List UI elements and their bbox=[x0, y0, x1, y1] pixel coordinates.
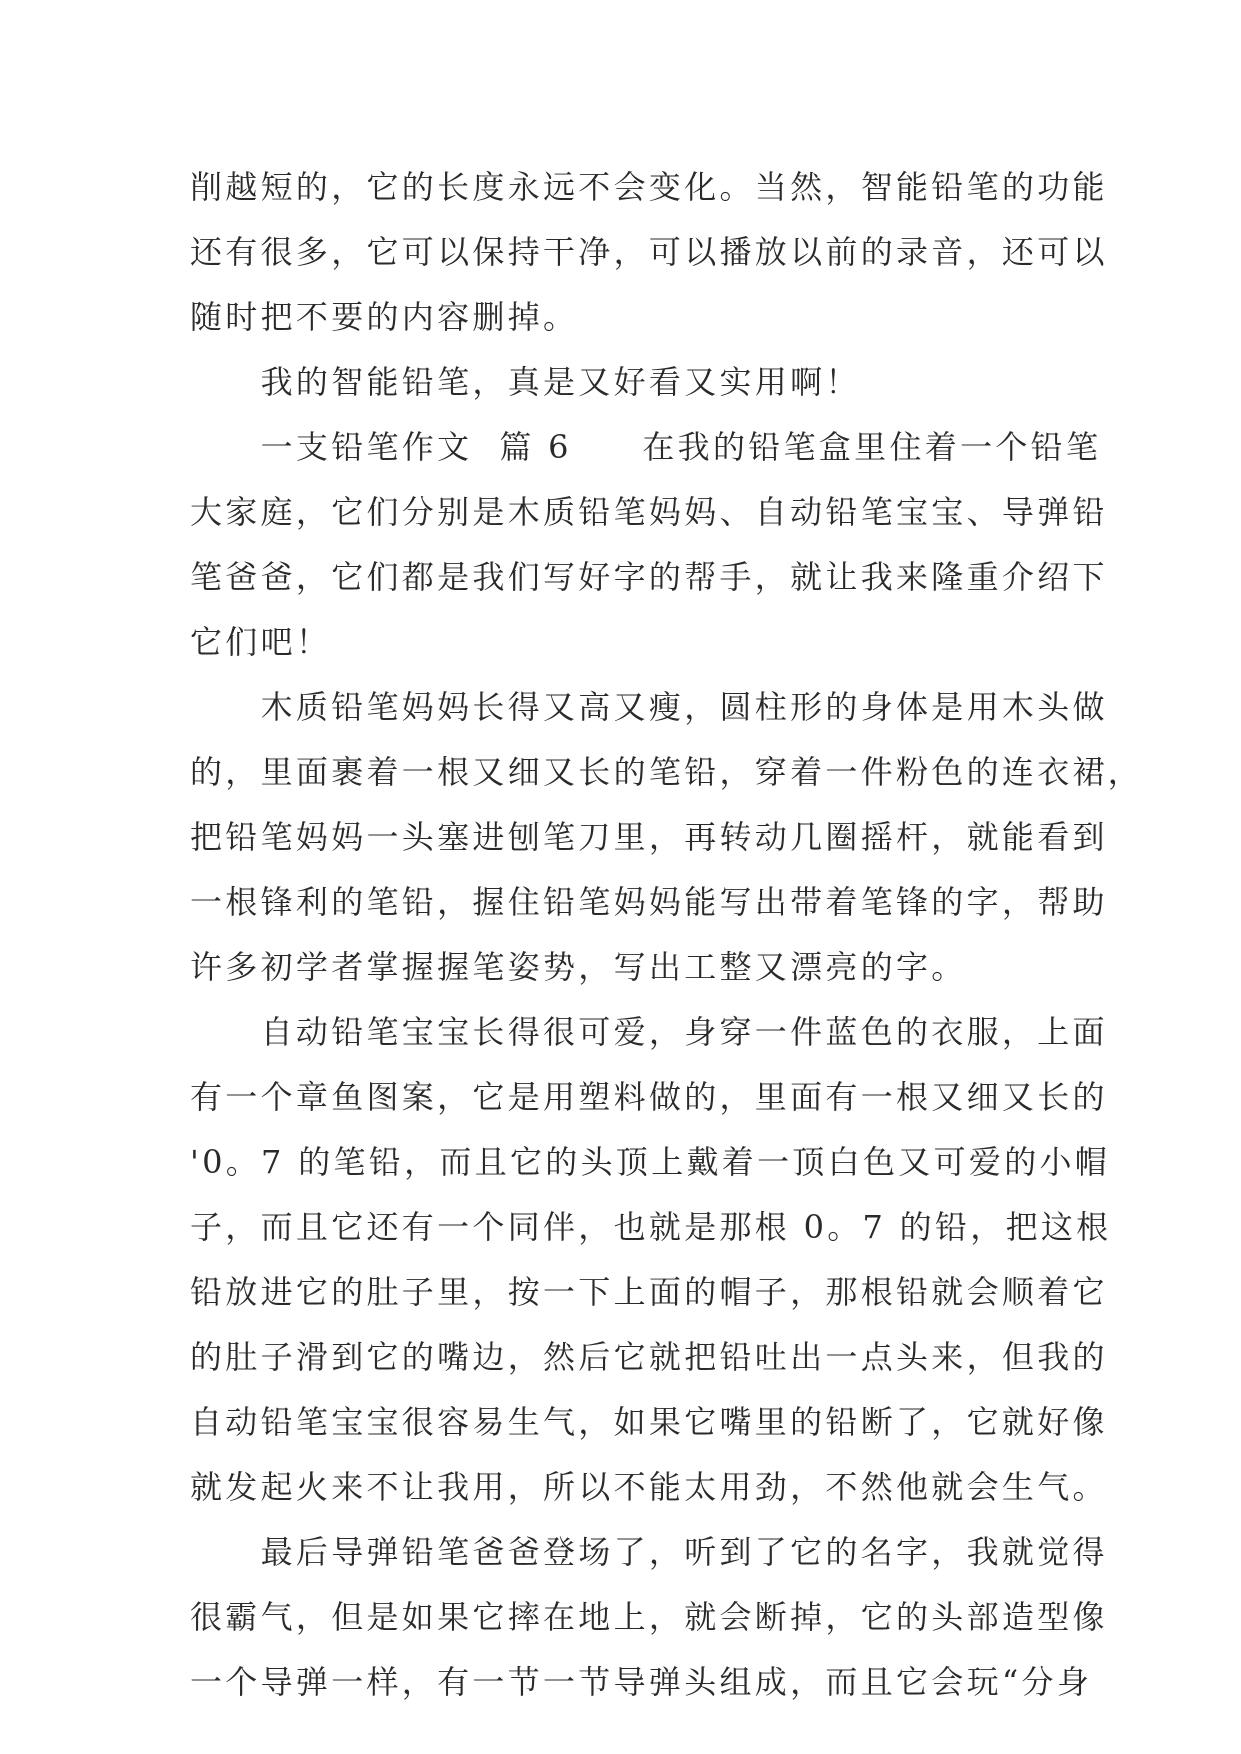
text-line: 许多初学者掌握握笔姿势，写出工整又漂亮的字。 bbox=[190, 948, 967, 986]
text-line: 大家庭，它们分别是木质铅笔妈妈、自动铅笔宝宝、导弹铅 bbox=[190, 493, 1108, 531]
text-line: 一根锋利的笔铅，握住铅笔妈妈能写出带着笔锋的字，帮助 bbox=[190, 883, 1108, 921]
text-line: 的肚子滑到它的嘴边，然后它就把铅吐出一点头来，但我的 bbox=[190, 1338, 1108, 1376]
text-line: 最后导弹铅笔爸爸登场了，听到了它的名字，我就觉得 bbox=[190, 1533, 1108, 1571]
text-line: 随时把不要的内容删掉。 bbox=[190, 298, 579, 336]
text-line: 就发起火来不让我用，所以不能太用劲，不然他就会生气。 bbox=[190, 1468, 1108, 1506]
text-line: 还有很多，它可以保持干净，可以播放以前的录音，还可以 bbox=[190, 233, 1108, 271]
text-line: 削越短的，它的长度永远不会变化。当然，智能铅笔的功能 bbox=[190, 168, 1108, 206]
text-line: 有一个章鱼图案，它是用塑料做的，里面有一根又细又长的 bbox=[190, 1078, 1108, 1116]
document-body bbox=[190, 155, 1144, 1715]
text-line: 一个导弹一样，有一节一节导弹头组成，而且它会玩“分身 bbox=[190, 1663, 1093, 1701]
text-line: 铅放进它的肚子里，按一下上面的帽子，那根铅就会顺着它 bbox=[190, 1273, 1108, 1311]
text-line: 很霸气，但是如果它摔在地上，就会断掉，它的头部造型像 bbox=[190, 1598, 1108, 1636]
text-line: 自动铅笔宝宝长得很可爱，身穿一件蓝色的衣服，上面 bbox=[190, 1013, 1108, 1051]
text-line: 它们吧！ bbox=[190, 623, 332, 661]
text-line: 自动铅笔宝宝很容易生气，如果它嘴里的铅断了，它就好像 bbox=[190, 1403, 1108, 1441]
text-line: 子，而且它还有一个同伴，也就是那根 0。7 的铅，把这根 bbox=[190, 1208, 1112, 1246]
text-line: 笔爸爸，它们都是我们写好字的帮手，就让我来隆重介绍下 bbox=[190, 558, 1108, 596]
text-line: 把铅笔妈妈一头塞进刨笔刀里，再转动几圈摇杆，就能看到 bbox=[190, 818, 1108, 856]
text-line: 的，里面裹着一根又细又长的笔铅，穿着一件粉色的连衣裙， bbox=[190, 753, 1144, 791]
text-line: '0。7 的笔铅，而且它的头顶上戴着一顶白色又可爱的小帽 bbox=[190, 1143, 1111, 1181]
section-heading-line: 一支铅笔作文 篇 6 在我的铅笔盒里住着一个铅笔 bbox=[190, 428, 1102, 466]
text-line: 木质铅笔妈妈长得又高又瘦，圆柱形的身体是用木头做 bbox=[190, 688, 1108, 726]
text-line: 我的智能铅笔，真是又好看又实用啊！ bbox=[190, 363, 861, 401]
